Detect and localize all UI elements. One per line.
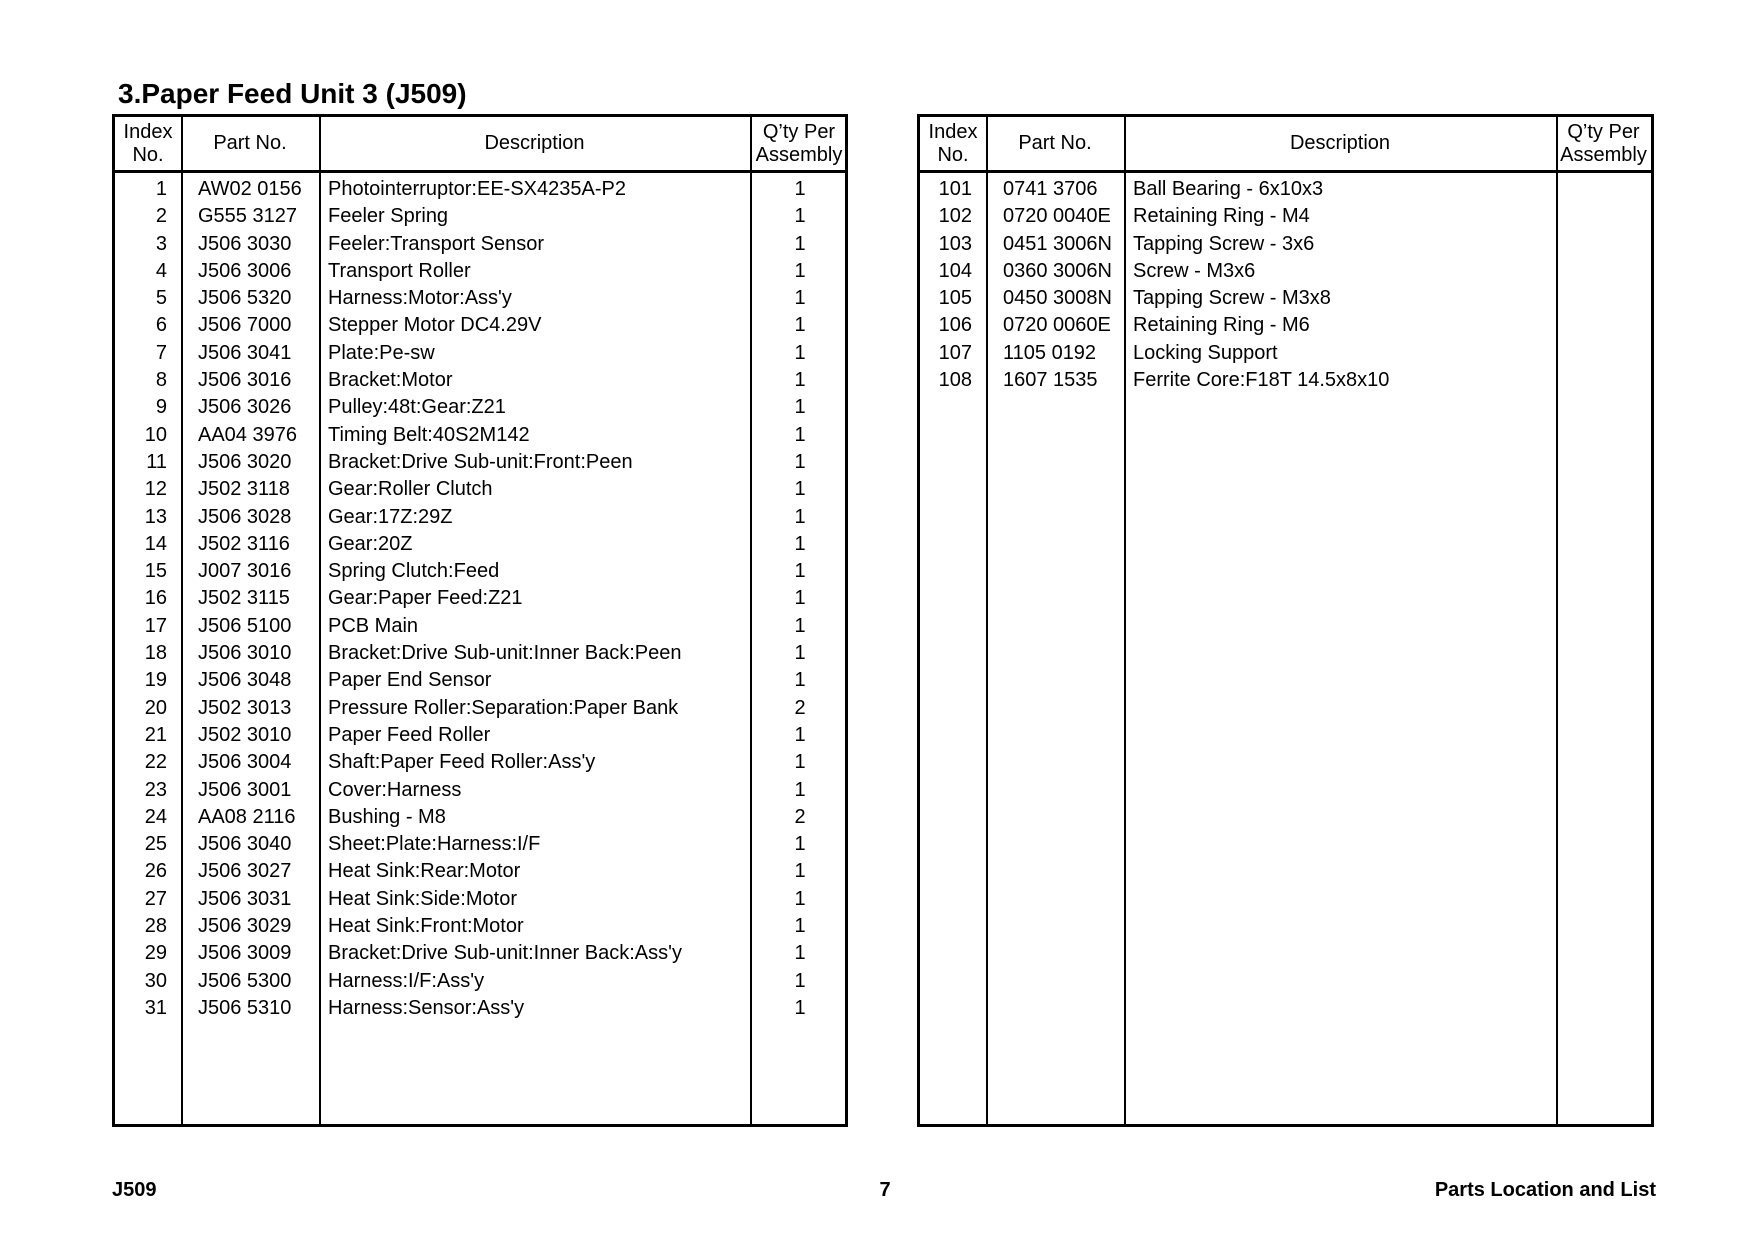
cell-description: Screw - M3x6: [1133, 259, 1256, 282]
table-row: [115, 312, 845, 339]
cell-index: 9: [155, 396, 167, 419]
cell-qty: 1: [794, 915, 806, 938]
cell-part-no: J506 3028: [198, 505, 292, 528]
cell-description: Harness:I/F:Ass'y: [328, 969, 485, 992]
cell-index: 8: [155, 369, 167, 392]
cell-qty: 1: [794, 232, 806, 255]
cell-description: Stepper Motor DC4.29V: [328, 314, 542, 337]
cell-qty: 1: [794, 369, 806, 392]
cell-description: Harness:Sensor:Ass'y: [328, 996, 525, 1019]
cell-qty: 1: [794, 560, 806, 583]
cell-part-no: J007 3016: [198, 560, 292, 583]
cell-part-no: AW02 0156: [198, 178, 302, 200]
cell-part-no: J506 3031: [198, 887, 292, 910]
cell-qty: 1: [794, 614, 806, 637]
cell-description: Tapping Screw - 3x6: [1133, 232, 1315, 255]
table-row: [115, 804, 845, 831]
cell-part-no: J506 7000: [198, 314, 292, 337]
cell-qty: 1: [794, 942, 806, 965]
cell-description: Spring Clutch:Feed: [328, 560, 500, 583]
cell-part-no: J506 3026: [198, 396, 292, 419]
cell-qty: 1: [794, 723, 806, 746]
cell-description: Tapping Screw - M3x8: [1133, 287, 1331, 310]
cell-description: Transport Roller: [328, 259, 471, 282]
cell-description: Paper End Sensor: [328, 669, 492, 692]
cell-index: 12: [144, 478, 167, 501]
cell-part-no: 0720 0060E: [1003, 314, 1111, 337]
cell-part-no: G555 3127: [198, 205, 297, 228]
cell-index: 6: [155, 314, 167, 337]
cell-index: 27: [144, 887, 167, 910]
cell-index: 2: [155, 205, 167, 228]
footer-page-number: 7: [879, 1179, 891, 1201]
cell-description: Bracket:Drive Sub-unit:Inner Back:Ass'y: [328, 942, 682, 965]
cell-index: 29: [144, 942, 167, 965]
cell-qty: 1: [794, 505, 806, 528]
cell-part-no: 1607 1535: [1003, 369, 1098, 392]
cell-index: 5: [155, 287, 167, 310]
cell-qty: 1: [794, 778, 806, 801]
cell-description: Bracket:Motor: [328, 369, 453, 392]
cell-part-no: J502 3116: [198, 532, 290, 555]
cell-index: 101: [938, 178, 972, 200]
cell-description: Sheet:Plate:Harness:I/F: [328, 833, 541, 856]
table-row: [920, 340, 1651, 367]
cell-part-no: J506 3030: [198, 232, 292, 255]
table-row: [115, 667, 845, 694]
cell-part-no: 1105 0192: [1003, 341, 1097, 364]
table-row: [115, 695, 845, 722]
cell-description: Harness:Motor:Ass'y: [328, 287, 512, 310]
cell-index: 11: [146, 450, 167, 473]
cell-index: 22: [144, 751, 167, 774]
cell-part-no: 0360 3006N: [1003, 259, 1112, 282]
cell-description: Timing Belt:40S2M142: [328, 423, 530, 446]
table-row: [115, 394, 845, 421]
cell-index: 105: [938, 287, 972, 310]
cell-description: Shaft:Paper Feed Roller:Ass'y: [328, 751, 596, 774]
table-row: [115, 968, 845, 995]
cell-qty: 1: [794, 314, 806, 337]
table-row: [115, 585, 845, 612]
cell-index: 14: [144, 532, 167, 555]
cell-description: Gear:20Z: [328, 532, 413, 555]
cell-part-no: J506 5100: [198, 614, 292, 637]
cell-part-no: J506 5310: [198, 996, 292, 1019]
header-part-no: Part No.: [1018, 132, 1092, 154]
cell-index: 3: [155, 232, 167, 255]
cell-description: Heat Sink:Front:Motor: [328, 915, 524, 938]
cell-description: Heat Sink:Side:Motor: [328, 887, 517, 910]
table-row: [920, 231, 1651, 258]
cell-index: 28: [144, 915, 167, 938]
table-row: [115, 367, 845, 394]
cell-part-no: J506 3001: [198, 778, 292, 801]
table-row: [920, 203, 1651, 230]
table-row: [115, 749, 845, 776]
cell-part-no: J506 3009: [198, 942, 292, 965]
header-description: Description: [484, 132, 585, 154]
cell-part-no: 0450 3008N: [1003, 287, 1112, 310]
cell-index: 4: [155, 259, 167, 282]
table-row: [115, 449, 845, 476]
cell-index: 24: [144, 805, 167, 828]
cell-qty: 1: [794, 341, 806, 364]
table-row: [115, 504, 845, 531]
cell-part-no: J506 3040: [198, 833, 292, 856]
cell-index: 26: [144, 860, 167, 883]
cell-index: 103: [938, 232, 972, 255]
cell-part-no: J506 5320: [198, 287, 292, 310]
cell-description: Feeler:Transport Sensor: [328, 232, 545, 255]
cell-qty: 1: [794, 587, 806, 610]
cell-index: 107: [938, 341, 972, 364]
cell-index: 30: [144, 969, 167, 992]
cell-part-no: 0451 3006N: [1003, 232, 1112, 255]
table-row: [115, 777, 845, 804]
cell-description: Ball Bearing - 6x10x3: [1133, 178, 1324, 200]
table-row: [115, 913, 845, 940]
cell-part-no: J502 3115: [198, 587, 290, 610]
cell-index: 19: [144, 669, 167, 692]
table-row: [115, 640, 845, 667]
parts-table-left: [112, 114, 848, 1127]
cell-part-no: J506 3010: [198, 642, 292, 665]
cell-part-no: J506 3016: [198, 369, 292, 392]
table-row: [115, 258, 845, 285]
cell-part-no: AA08 2116: [198, 805, 296, 828]
cell-description: Paper Feed Roller: [328, 723, 491, 746]
cell-description: Locking Support: [1133, 341, 1278, 364]
cell-qty: 1: [794, 996, 806, 1019]
cell-part-no: 0720 0040E: [1003, 205, 1111, 228]
cell-part-no: J506 3041: [198, 341, 292, 364]
cell-part-no: J506 3020: [198, 450, 292, 473]
table-row: [920, 312, 1651, 339]
footer-section: Parts Location and List: [1434, 1179, 1656, 1201]
header-index: Index No.: [123, 120, 173, 166]
cell-qty: 1: [794, 642, 806, 665]
cell-index: 17: [144, 614, 167, 637]
cell-qty: 1: [794, 178, 806, 200]
header-part-no: Part No.: [213, 132, 287, 154]
cell-part-no: J506 3006: [198, 259, 292, 282]
table-row: [115, 558, 845, 585]
cell-qty: 2: [794, 805, 806, 828]
cell-description: Plate:Pe-sw: [328, 341, 435, 364]
cell-qty: 1: [794, 669, 806, 692]
table-row: [115, 476, 845, 503]
cell-description: PCB Main: [328, 614, 419, 637]
table-row: [920, 367, 1651, 394]
header-index: Index No.: [928, 120, 978, 166]
cell-qty: 1: [794, 860, 806, 883]
table-row: [115, 722, 845, 749]
table-row: [115, 858, 845, 885]
cell-part-no: J506 3048: [198, 669, 292, 692]
parts-rows: [115, 176, 845, 1022]
cell-part-no: J506 3004: [198, 751, 292, 774]
cell-part-no: J506 3027: [198, 860, 292, 883]
cell-qty: 1: [794, 969, 806, 992]
table-row: [115, 176, 845, 203]
cell-qty: 1: [794, 751, 806, 774]
cell-part-no: J502 3118: [198, 478, 290, 501]
parts-rows: [920, 176, 1651, 394]
cell-qty: 1: [794, 833, 806, 856]
table-row: [920, 176, 1651, 203]
table-row: [115, 940, 845, 967]
cell-index: 21: [144, 723, 167, 746]
cell-description: Pressure Roller:Separation:Paper Bank: [328, 696, 679, 719]
cell-description: Photointerruptor:EE-SX4235A-P2: [328, 178, 626, 200]
cell-index: 23: [144, 778, 167, 801]
table-row: [115, 531, 845, 558]
cell-description: Feeler Spring: [328, 205, 449, 228]
table-row: [115, 340, 845, 367]
cell-index: 13: [144, 505, 167, 528]
cell-part-no: J506 5300: [198, 969, 292, 992]
parts-table-right: [917, 114, 1654, 1127]
cell-qty: 1: [794, 259, 806, 282]
cell-index: 16: [144, 587, 167, 610]
cell-index: 18: [144, 642, 167, 665]
page-title: 3.Paper Feed Unit 3 (J509): [118, 78, 467, 109]
cell-qty: 1: [794, 450, 806, 473]
cell-description: Gear:Paper Feed:Z21: [328, 587, 523, 610]
cell-index: 25: [144, 833, 167, 856]
cell-description: Pulley:48t:Gear:Z21: [328, 396, 506, 419]
cell-description: Bracket:Drive Sub-unit:Front:Peen: [328, 450, 633, 473]
cell-qty: 1: [794, 532, 806, 555]
cell-index: 20: [144, 696, 167, 719]
cell-index: 102: [938, 205, 972, 228]
cell-description: Gear:Roller Clutch: [328, 478, 493, 501]
header-divider: [920, 170, 1651, 173]
footer-model: J509: [112, 1179, 157, 1201]
header-divider: [115, 170, 845, 173]
cell-part-no: J502 3013: [198, 696, 292, 719]
cell-description: Gear:17Z:29Z: [328, 505, 453, 528]
table-row: [920, 258, 1651, 285]
cell-index: 7: [155, 341, 167, 364]
cell-part-no: AA04 3976: [198, 423, 297, 446]
header-qty: Q’ty Per Assembly: [1560, 120, 1647, 166]
cell-qty: 1: [794, 205, 806, 228]
table-row: [115, 203, 845, 230]
header-description: Description: [1289, 132, 1391, 154]
cell-index: 104: [938, 259, 972, 282]
cell-index: 1: [155, 178, 167, 200]
header-qty: Q’ty Per Assembly: [755, 120, 843, 166]
table-row: [115, 422, 845, 449]
cell-index: 31: [144, 996, 167, 1019]
cell-qty: 1: [794, 478, 806, 501]
cell-qty: 1: [794, 287, 806, 310]
table-row: [115, 285, 845, 312]
cell-qty: 1: [794, 423, 806, 446]
cell-part-no: J502 3010: [198, 723, 292, 746]
table-row: [115, 231, 845, 258]
table-row: [920, 285, 1651, 312]
cell-description: Retaining Ring - M4: [1133, 205, 1310, 228]
table-row: [115, 613, 845, 640]
cell-description: Bracket:Drive Sub-unit:Inner Back:Peen: [328, 642, 682, 665]
cell-description: Heat Sink:Rear:Motor: [328, 860, 521, 883]
cell-part-no: J506 3029: [198, 915, 292, 938]
cell-part-no: 0741 3706: [1003, 178, 1098, 200]
cell-description: Ferrite Core:F18T 14.5x8x10: [1133, 369, 1390, 392]
cell-description: Bushing - M8: [328, 805, 446, 828]
cell-qty: 1: [794, 396, 806, 419]
cell-index: 10: [144, 423, 167, 446]
table-row: [115, 831, 845, 858]
cell-qty: 2: [794, 696, 806, 719]
cell-description: Retaining Ring - M6: [1133, 314, 1310, 337]
cell-index: 106: [938, 314, 972, 337]
table-row: [115, 886, 845, 913]
cell-index: 15: [144, 560, 167, 583]
cell-qty: 1: [794, 887, 806, 910]
table-row: [115, 995, 845, 1022]
cell-description: Cover:Harness: [328, 778, 462, 801]
cell-index: 108: [938, 369, 972, 392]
